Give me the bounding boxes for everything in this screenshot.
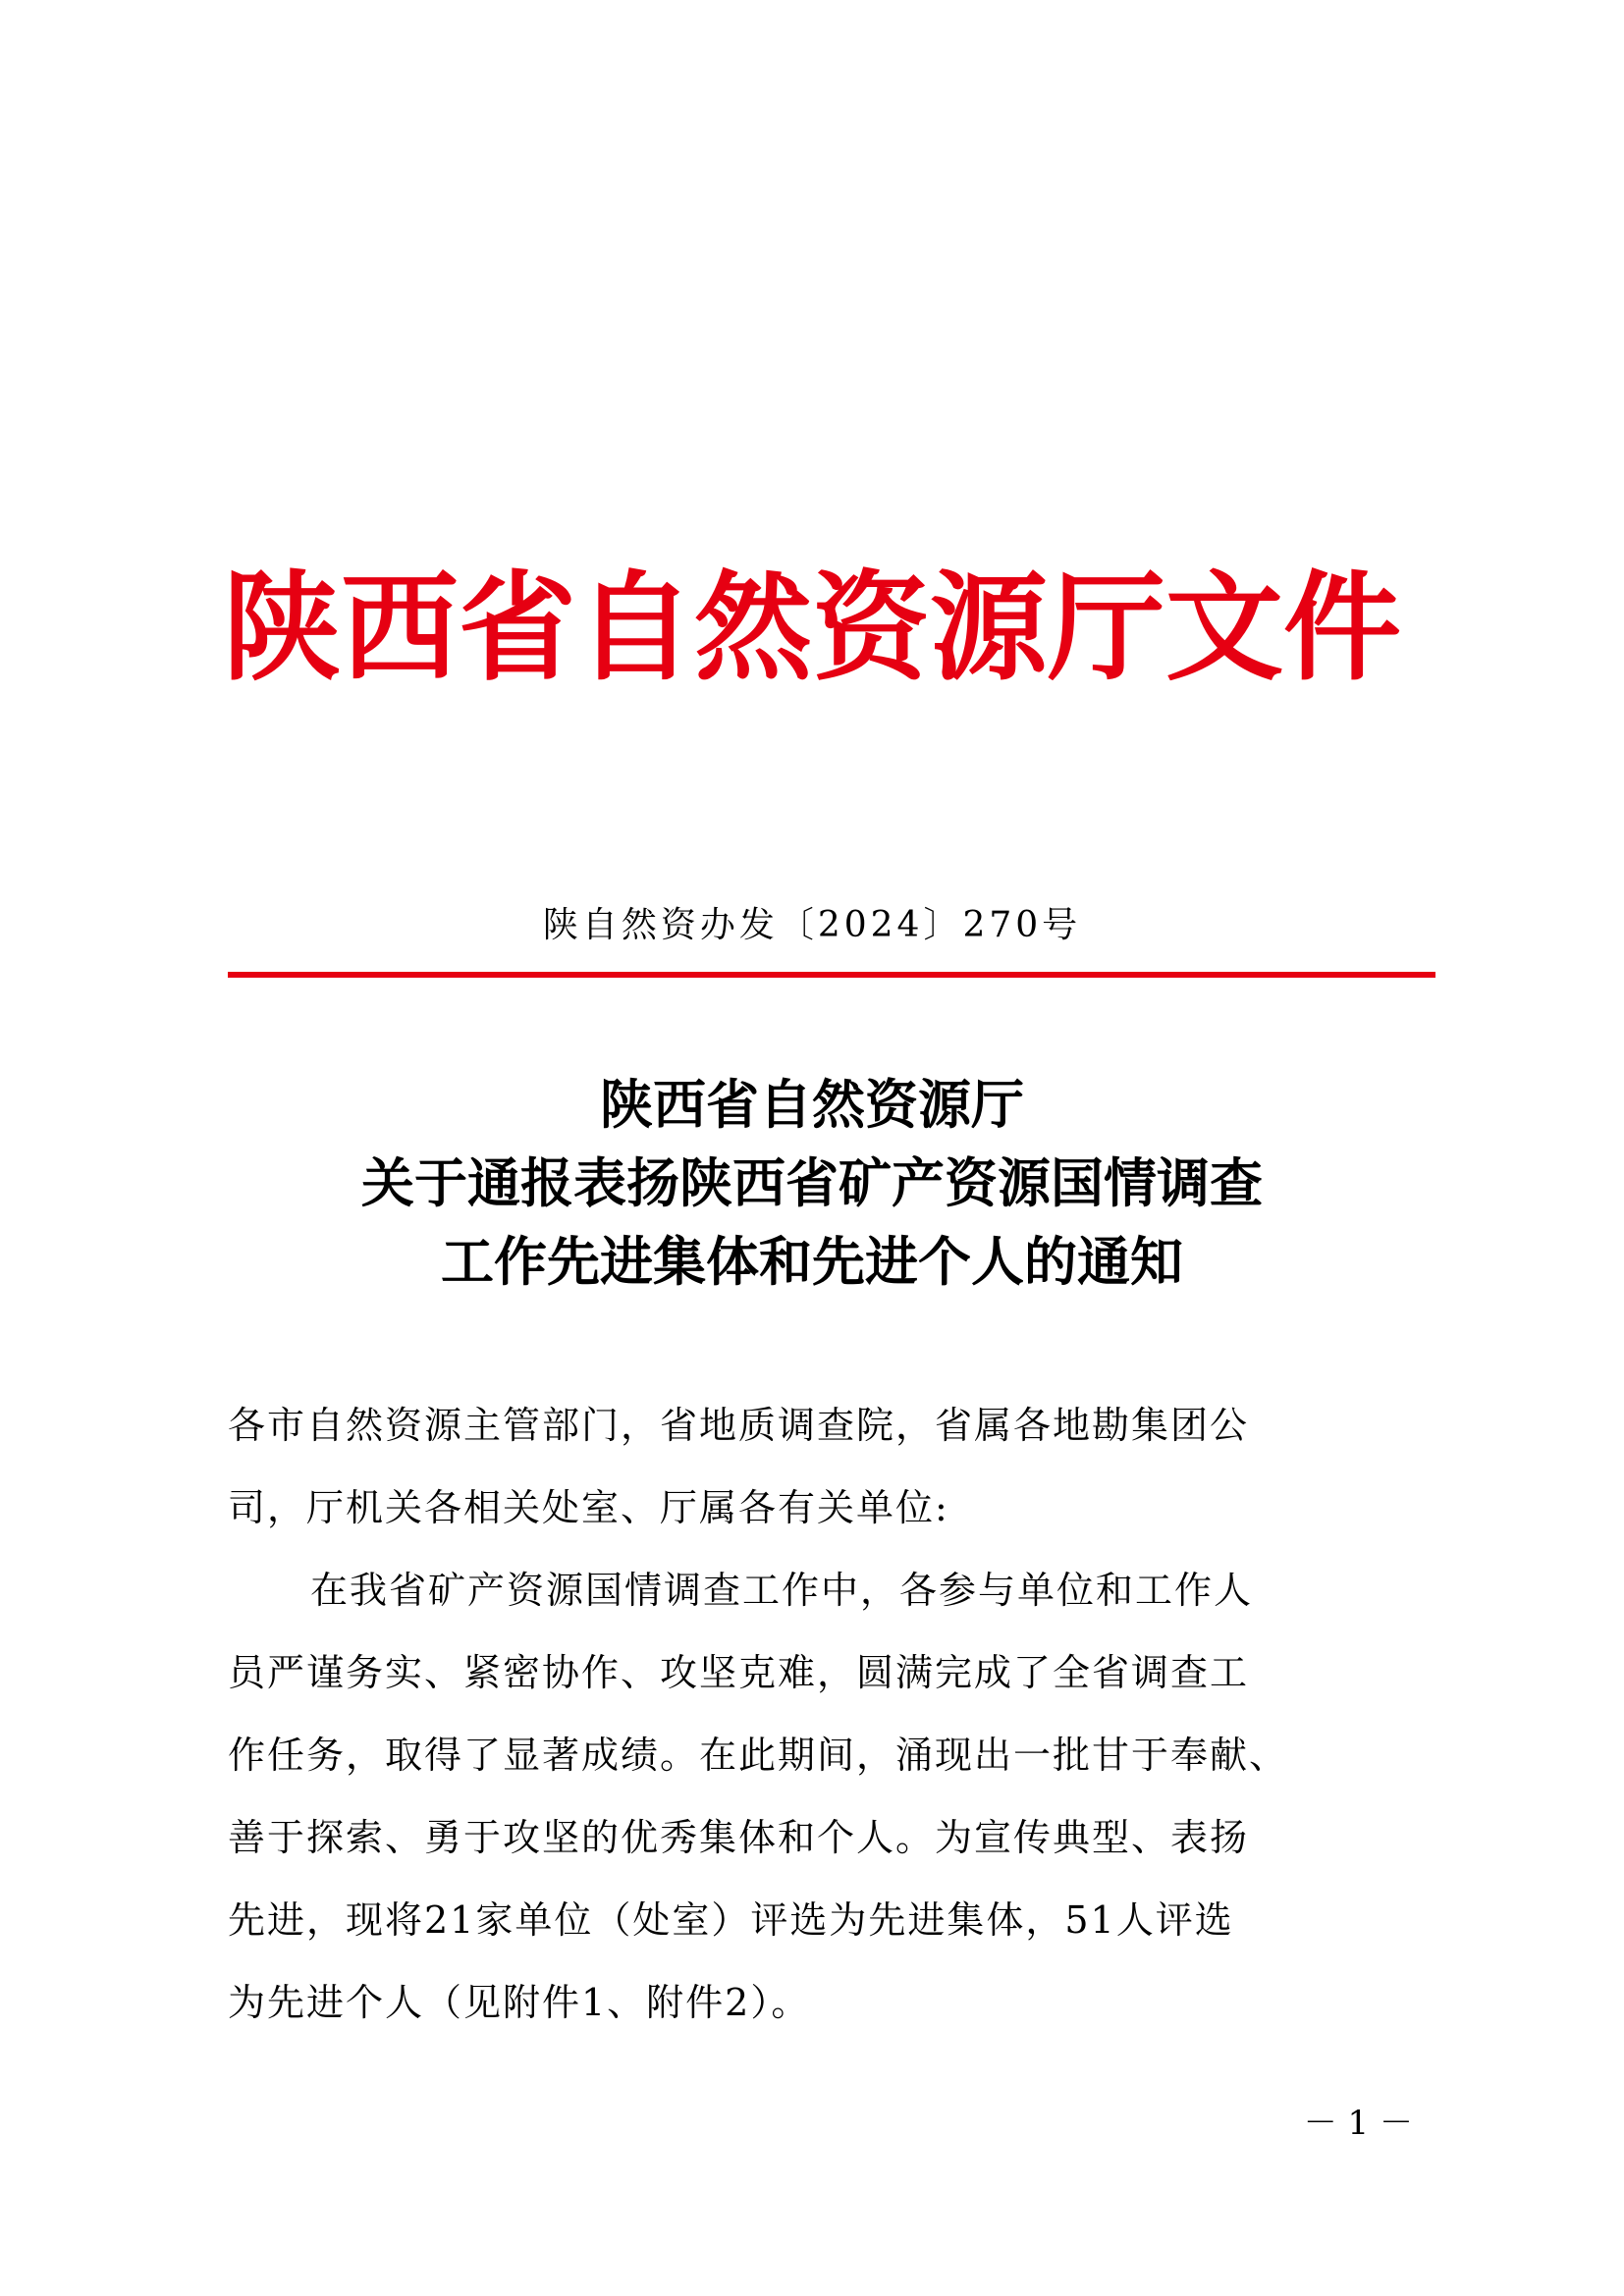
notice-title-line: 关于通报表扬陕西省矿产资源国情调查 [361,1151,1263,1214]
addressee-line: 司，厅机关各相关处室、厅属各有关单位: [228,1486,949,1529]
paragraph-line: 先进，现将21家单位（处室）评选为先进集体，51人评选 [228,1898,1234,1942]
page-number: － 1 － [1303,2104,1413,2143]
notice-body [228,1384,1386,2044]
document-number: 陕自然资办发〔2024〕270号 [542,905,1082,945]
paragraph-line: 为先进个人（见附件1、附件2）。 [228,1981,811,2024]
paragraph-line: 员严谨务实、紧密协作、攻坚克难，圆满完成了全省调查工 [228,1651,1250,1694]
addressee-line: 各市自然资源主管部门，省地质调查院，省属各地勘集团公 [228,1404,1250,1447]
paragraph-line: 在我省矿产资源国情调查工作中，各参与单位和工作人 [310,1569,1254,1612]
paragraph-line: 善于探索、勇于攻坚的优秀集体和个人。为宣传典型、表扬 [228,1816,1250,1859]
notice-title-line: 陕西省自然资源厅 [600,1073,1024,1136]
notice-title [0,1065,1624,1301]
red-divider-rule [228,972,1435,978]
notice-title-line: 工作先进集体和先进个人的通知 [441,1230,1183,1293]
masthead-title: 陕西省自然资源厅文件 [223,559,1401,697]
paragraph-line: 作任务，取得了显著成绩。在此期间，涌现出一批甘于奉献、 [228,1734,1289,1777]
